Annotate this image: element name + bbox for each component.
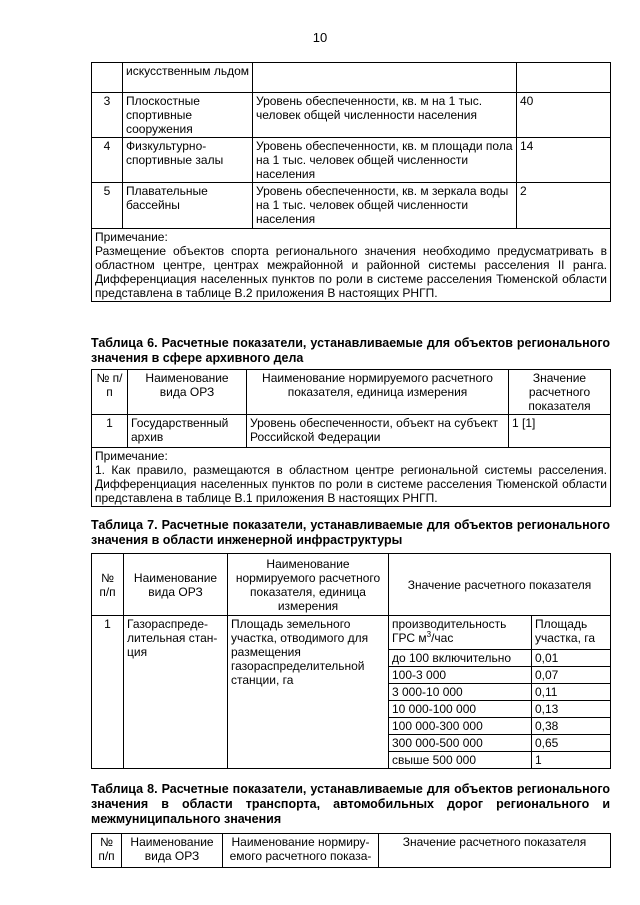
note-title: Примечание: <box>95 449 168 463</box>
row-number <box>92 63 123 93</box>
capacity-range: до 100 включительно <box>389 650 532 667</box>
area-value: 0,01 <box>532 650 611 667</box>
value <box>517 63 611 93</box>
table-7 <box>91 553 611 769</box>
table-header-row <box>92 554 611 616</box>
header-value: Значение расчетного показателя <box>389 554 611 616</box>
row-number: 4 <box>92 138 123 183</box>
area-value: 0,11 <box>532 684 611 701</box>
area-value: 0,07 <box>532 667 611 684</box>
area-value: 1 <box>532 752 611 769</box>
table-6-heading: Таблица 6. Расчетные показатели, устанавливаемые для объектов регионального значения в сфере архивного дела <box>91 336 610 365</box>
header-indicator: Наименование нормиру-емого расчетного показа- <box>223 834 379 868</box>
row-number: 3 <box>92 93 123 138</box>
area-value: 0,38 <box>532 718 611 735</box>
table-note-row <box>92 448 611 507</box>
row-number: 5 <box>92 183 123 229</box>
table-row <box>92 93 611 138</box>
table-5-continuation <box>91 62 611 302</box>
note-text: Размещение объектов спорта регионального значения необходимо предусматривать в областном центре, центрах межрайонной и районной системы расселения II ранга. Дифференциация населенных пунктов по роли в системе расселения Тюменской области представлена в таблице В.2 приложения В настоящих РНГП. <box>95 244 607 300</box>
capacity-range: 300 000-500 000 <box>389 735 532 752</box>
object-name: Плавательные бассейны <box>123 183 253 229</box>
table-row <box>92 63 611 93</box>
capacity-range: 100 000-300 000 <box>389 718 532 735</box>
table-header-row <box>92 370 611 415</box>
indicator: Уровень обеспеченности, объект на субъект Российской Федерации <box>247 415 509 448</box>
value: 1 [1] <box>509 415 611 448</box>
note-text: 1. Как правило, размещаются в областном центре региональной системы расселения. Дифференциация населенных пунктов по роли в системе расселения Тюменской области представлена в таблице В.1 приложения В настоящих РНГП. <box>95 463 607 505</box>
indicator <box>253 63 517 93</box>
page-number: 10 <box>312 30 328 45</box>
value: 2 <box>517 183 611 229</box>
header-type: Наименование вида ОРЗ <box>122 834 223 868</box>
capacity-range: 100-3 000 <box>389 667 532 684</box>
table-7-heading: Таблица 7. Расчетные показатели, устанавливаемые для объектов регионального значения в области инженерной инфраструктуры <box>91 518 610 547</box>
capacity-range: 10 000-100 000 <box>389 701 532 718</box>
table-6 <box>91 369 611 507</box>
header-type: Наименование вида ОРЗ <box>124 554 228 616</box>
header-indicator: Наименование нормируемого расчетного показателя, единица измерения <box>247 370 509 415</box>
table-row <box>92 138 611 183</box>
sub-header-capacity: производительность ГРС $м^3$/час <box>389 616 532 650</box>
capacity-range: свыше 500 000 <box>389 752 532 769</box>
capacity-range: 3 000-10 000 <box>389 684 532 701</box>
table-note-row <box>92 229 611 302</box>
indicator: Площадь земельного участка, отводимого для размещения газораспределительной станции, га <box>228 616 389 769</box>
header-value: Значение расчетного показателя <box>379 834 611 868</box>
indicator: Уровень обеспеченности, кв. м на 1 тыс. человек общей численности населения <box>253 93 517 138</box>
row-number: 1 <box>92 415 128 448</box>
table-row <box>92 616 611 650</box>
header-type: Наименование вида ОРЗ <box>128 370 247 415</box>
object-name: искусственным льдом <box>123 63 253 93</box>
table-8 <box>91 833 611 868</box>
note-title: Примечание: <box>95 230 168 244</box>
table-note <box>92 229 611 302</box>
area-value: 0,13 <box>532 701 611 718</box>
header-num: № п/п <box>92 370 128 415</box>
indicator: Уровень обеспеченности, кв. м зеркала воды на 1 тыс. человек общей численности населения <box>253 183 517 229</box>
table-header-row <box>92 834 611 868</box>
table-8-heading: Таблица 8. Расчетные показатели, устанавливаемые для объектов регионального значения в области транспорта, автомобильных дорог регионального и межмуниципального значения <box>91 782 610 826</box>
header-num: № п/п <box>92 554 124 616</box>
table-row <box>92 183 611 229</box>
indicator: Уровень обеспеченности, кв. м площади пола на 1 тыс. человек общей численности населения <box>253 138 517 183</box>
object-name: Газораспреде-лительная стан-ция <box>124 616 228 769</box>
sub-header-area: Площадь участка, га <box>532 616 611 650</box>
area-value: 0,65 <box>532 735 611 752</box>
value: 14 <box>517 138 611 183</box>
table-note <box>92 448 611 507</box>
header-num: № п/п <box>92 834 122 868</box>
header-indicator: Наименование нормируемого расчетного показателя, единица измерения <box>228 554 389 616</box>
value: 40 <box>517 93 611 138</box>
table-row <box>92 415 611 448</box>
header-value: Значение расчетного показателя <box>509 370 611 415</box>
object-name: Плоскостные спортивные сооружения <box>123 93 253 138</box>
object-name: Государственный архив <box>128 415 247 448</box>
row-number: 1 <box>92 616 124 769</box>
object-name: Физкультурно-спортивные залы <box>123 138 253 183</box>
